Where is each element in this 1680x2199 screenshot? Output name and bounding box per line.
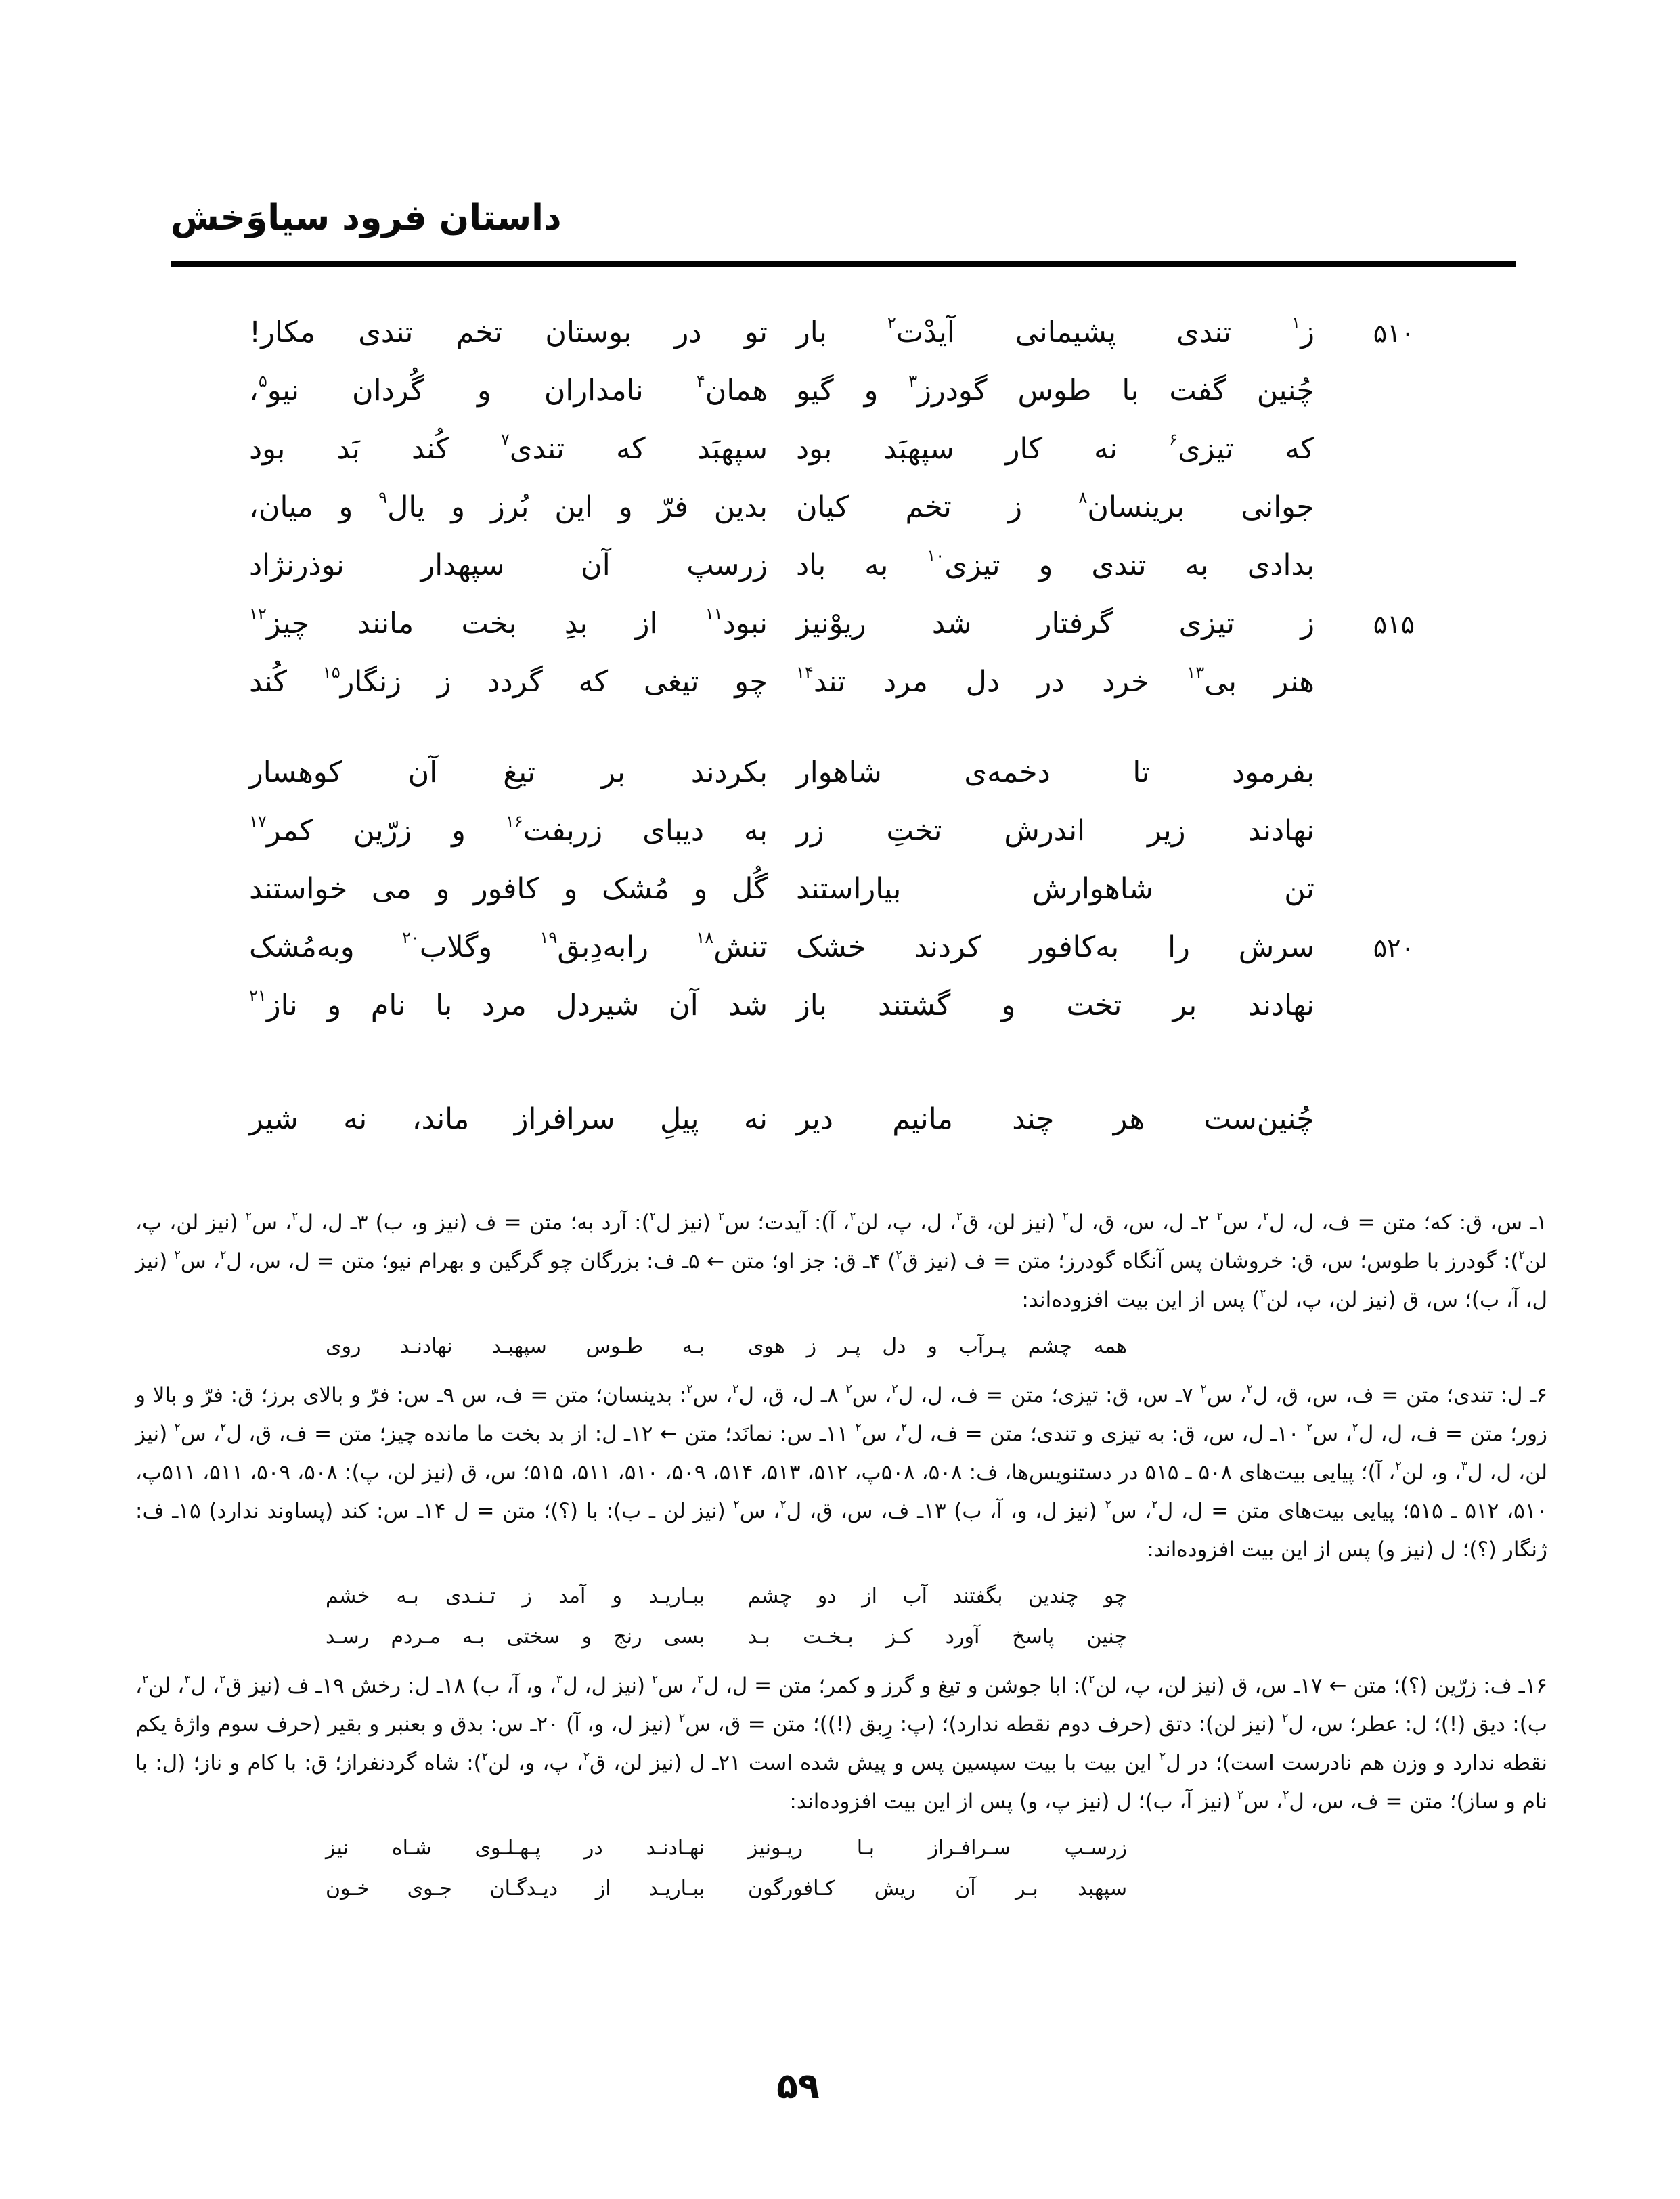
hemistich-right: نهادند بر تخت و گشتند باز [796,988,1314,1022]
hemistich-right: ز تیزی گرفتار شد ریوْنیز [796,607,1314,640]
hemistich-right: بدادی به تندی و تیزی$^{۱۰}$ به باد [796,546,1314,582]
hemistich-left: بکردند بر تیغ آن کوهسار [249,756,768,789]
verse-row [249,594,1415,653]
hemistich-right: چو چندین بگفتند آب از دو چشم [748,1584,1127,1608]
hemistich-left: نهـادنـد در پـهـلـوی شـاه نیز [326,1836,705,1860]
hemistich-left: نه پیلِ سرافراز ماند، نه شیر [249,1102,768,1136]
verse-row [249,536,1415,594]
hemistich-right: ز$^۱$ تندی پشیمانی آیدْت$^۲$ بار [796,313,1314,349]
hemistich-left: ببـاریـد از دیـدگـان جـوی خـون [326,1877,705,1900]
hemistich-right: زرسـپ سـرافـراز بـا ریـونیز [748,1836,1127,1860]
apparatus-inserted-verse-1 [20,1326,1432,1367]
hemistich-right: جوانی برینسان$^۸$ ز تخم کیان [796,488,1314,524]
poem-body [249,303,1415,1148]
verse-row [326,1576,1127,1617]
hemistich-right: چُنین‌ست هر چند مانیم دیر [796,1102,1314,1136]
header-rule [171,261,1516,267]
verse-row [249,362,1415,420]
hemistich-left: به دیبای زربفت$^{۱۶}$ و زرّین کمر$^{۱۷}$ [249,812,768,848]
hemistich-right: چُنین گفت با طوس گودرز$^۳$ و گیو [796,372,1314,408]
stanza-3 [249,1090,1415,1148]
verse-row [249,478,1415,536]
critical-apparatus [135,1204,1547,1919]
apparatus-inserted-verse-2 [20,1576,1432,1657]
verse-number: ۵۱۰ [1373,318,1415,348]
hemistich-left: گُل و مُشک و کافور و می خواستند [249,872,768,906]
verse-row [249,653,1415,711]
hemistich-left: تو در بوستان تخم تندی مکار! [249,315,768,349]
verse-row [249,1090,1415,1148]
hemistich-left: همان$^۴$ نامداران و گُردان نیو$^۵$، [249,372,768,408]
hemistich-left: ببـاریـد و آمد ز تـنـدی بـه خشم [326,1584,705,1608]
verse-row [326,1326,1127,1367]
apparatus-paragraph-1: ۱ـ س، ق: که؛ متن = ف، ل، ل$^۲$، س$^۲$ ۲ـ ل، س، ق، ل$^۲$ (نیز لن، ق$^۲$، ل، پ، لن$^۲$، آ): آیدت؛ س$^۲$ (نیز ل$^۲$): آرد به؛ متن = ف (نیز و، ب) ۳ـ ل، ل$^۲$، س$^۲$ (نیز لن، پ، لن$^۲$): گودرز با طوس؛ س، ق: خروشان پس آنگاه گودرز؛ متن = ف (نیز ق$^۲$) ۴ـ ق: جز او؛ متن ← ۵ـ ف: بزرگان چو گرگین و بهرام نیو؛ متن = ل، س، ل$^۲$، س$^۲$ (نیز ل، آ، ب)؛ س، ق (نیز لن، پ، لن$^۲$) پس از این بیت افزوده‌اند: [135,1209,1547,1312]
hemistich-right: همه چشم پـرآب و دل پـر ز هوی [748,1334,1127,1358]
verse-row [326,1617,1127,1657]
hemistich-left: سپهبَد که تندی$^۷$ کُند بَد بود [249,430,768,466]
hemistich-left: زرسپ آن سپهدار نوذرنژاد [249,548,768,582]
hemistich-right: بفرمود تا دخمه‌ی شاهوار [796,756,1314,789]
verse-row [326,1869,1127,1909]
hemistich-left: بسی رنج و سختی بـه مـردم رسـد [326,1625,705,1649]
apparatus-inserted-verse-3 [20,1828,1432,1909]
verse-row [249,976,1415,1035]
verse-row [249,743,1415,802]
hemistich-right: چنین پاسخ آورد کـز بـخـت بـد [748,1625,1127,1649]
hemistich-right: تن شاهوارش بیاراستند [796,872,1314,906]
verse-row [249,918,1415,976]
hemistich-left: بدین فرّ و این بُرز و یال$^۹$ و میان، [249,488,768,524]
stanza-2 [249,743,1415,1035]
stanza-1 [249,303,1415,711]
hemistich-right: که تیزی$^۶$ نه کار سپهبَد بود [796,430,1314,466]
hemistich-right: سپهبد بـر آن ریش کـافورگون [748,1877,1127,1900]
hemistich-left: چو تیغی که گردد ز زنگار$^{۱۵}$ کُند [249,663,768,699]
verse-row [249,860,1415,918]
hemistich-right: سرش را به‌کافور کردند خشک [796,930,1314,964]
hemistich-left: تنش$^{۱۸}$ رابه‌دِبق$^{۱۹}$ وگلاب$^{۲۰}$ وبه‌مُشک [249,928,768,964]
verse-number: ۵۲۰ [1373,933,1415,963]
running-title: داستان فرود سیاوَخش [171,198,562,238]
verse-row [249,303,1415,362]
page-number: ۵۹ [776,2066,820,2107]
hemistich-left: شد آن شیردل مرد با نام و ناز$^{۲۱}$ [249,986,768,1022]
verse-row [249,420,1415,478]
hemistich-right: نهادند زیر اندرش تختِ زر [796,814,1314,848]
hemistich-right: هنر بی$^{۱۳}$ خرد در دل مرد تند$^{۱۴}$ [796,663,1314,699]
apparatus-paragraph-2: ۶ـ ل: تندی؛ متن = ف، س، ق، ل$^۲$، س$^۲$ ۷ـ س، ق: تیزی؛ متن = ف، ل، ل$^۲$، س$^۲$ ۸ـ ل، ق، ل$^۲$، س$^۲$: بدینسان؛ متن = ف، س ۹ـ س: فرّ و بالای برز؛ ق: فرّ و بالا و زور؛ متن = ف، ل، ل$^۲$، س$^۲$ ۱۰ـ ل، س، ق: به تیزی و تندی؛ متن = ف، ل$^۲$، س$^۲$ ۱۱ـ س: نمانَد؛ متن ← ۱۲ـ ل: از بد بخت ما مانده چیز؛ متن = ف، ق، ل$^۲$، س$^۲$ (نیز لن، ل، ل$^۳$، و، لن$^۲$، آ)؛ پیایی بیت‌های ۵۰۸ ـ ۵۱۵ در دستنویس‌ها، ف: ۵۰۸، ۵۰۸پ، ۵۱۲، ۵۱۳، ۵۱۴، ۵۰۹، ۵۱۰، ۵۱۱، ۵۱۵؛ س، ق (نیز لن، پ): ۵۰۸، ۵۰۹، ۵۱۱، ۵۱۱پ، ۵۱۰، ۵۱۲ ـ ۵۱۵؛ پیایی بیت‌های متن = ل، ل$^۲$، س$^۲$ (نیز ل، و، آ، ب) ۱۳ـ ف، س، ق، ل$^۲$، س$^۲$ (نیز لن ـ ب): با (؟)؛ متن = ل ۱۴ـ س: کند (پساوند ندارد) ۱۵ـ ف: ژنگار (؟)؛ ل (نیز و) پس از این بیت افزوده‌اند: [135,1382,1548,1562]
apparatus-paragraph-3: ۱۶ـ ف: زرّین (؟)؛ متن ← ۱۷ـ س، ق (نیز لن، پ، لن$^۲$): ابا جوشن و تیغ و گرز و کمر؛ متن = ل، ل$^۲$، س$^۲$ (نیز ل، ل$^۳$، و، آ، ب) ۱۸ـ ل: رخش ۱۹ـ ف (نیز ق$^۲$، ل$^۳$، لن$^۲$، ب): دیق (!)؛ ل: عطر؛ س، ل$^۲$ (نیز لن): دتق (حرف دوم نقطه ندارد)؛ (پ: رِبق (!))؛ متن = ق، س$^۲$ (نیز ل، و، آ) ۲۰ـ س: بدق و بعنبر و بقیر (حرف سوم واژهٔ یکم نقطه ندارد و وزن هم نادرست است)؛ در ل$^۲$ این بیت با بیت سپسین پس و پیش شده است ۲۱ـ ل (نیز لن، ق$^۲$، پ، و، لن$^۲$): شاه گردنفراز؛ ق: با کام و ناز؛ (ل: با نام و ساز)؛ متن = ف، س، ل$^۲$، س$^۲$ (نیز آ، ب)؛ ل (نیز پ، و) پس از این بیت افزوده‌اند: [135,1672,1548,1814]
hemistich-left: نبود$^{۱۱}$ از بدِ بخت مانند چیز$^{۱۲}$ [249,605,768,640]
verse-row [326,1828,1127,1869]
hemistich-left: بـه طـوس سپهبـد نهادنـد روی [326,1334,705,1358]
verse-number: ۵۱۵ [1373,609,1415,639]
verse-row [249,802,1415,860]
